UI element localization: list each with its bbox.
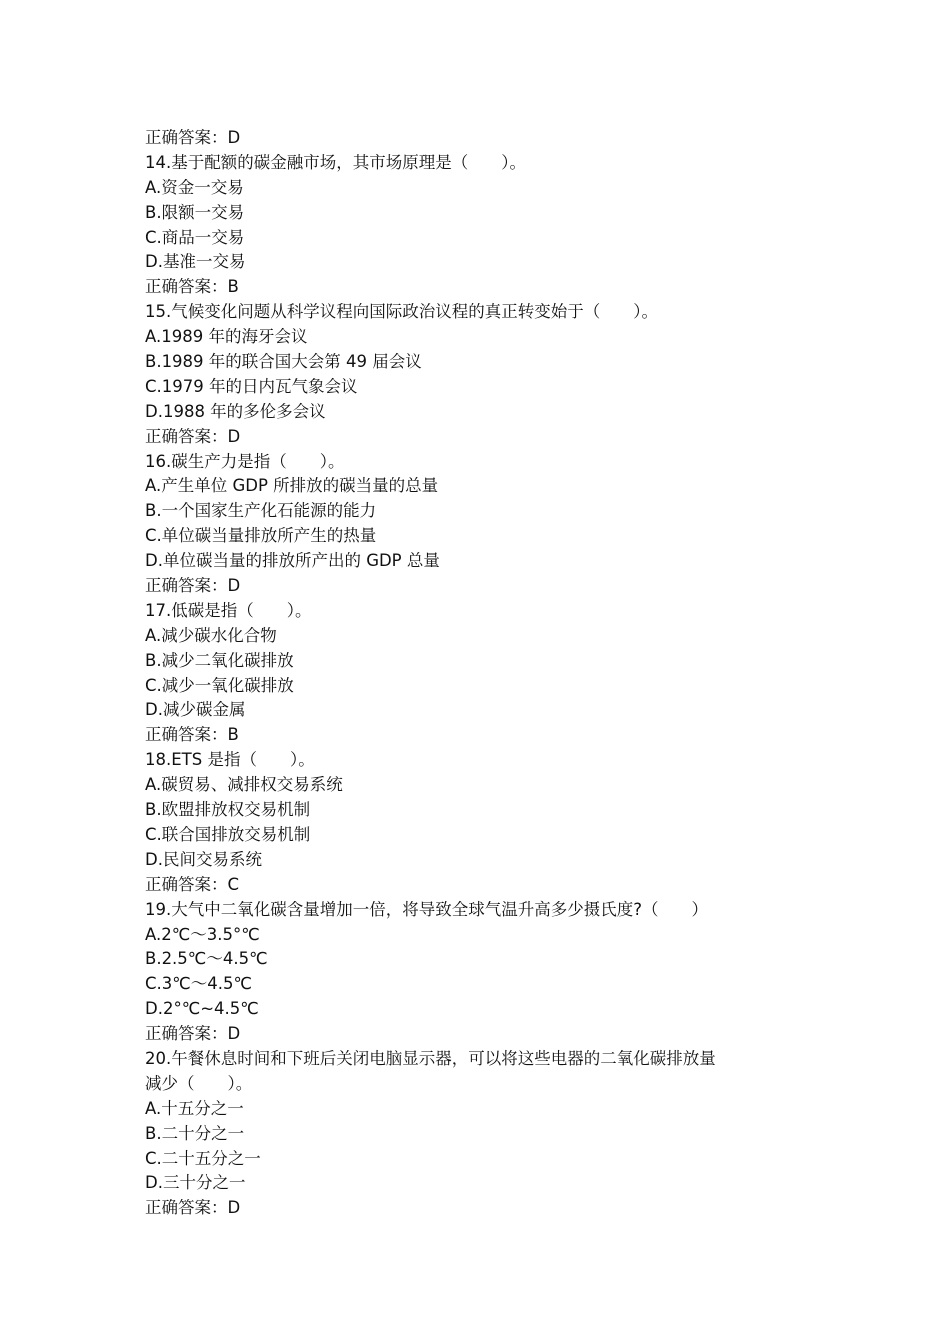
question-list	[145, 126, 815, 1221]
option-line: A.减少碳水化合物	[145, 625, 277, 645]
question-20-continued: 减少（ ）。	[145, 1073, 253, 1093]
option-line: A.产生单位 GDP 所排放的碳当量的总量	[145, 476, 439, 496]
option-line: D.单位碳当量的排放所产出的 GDP 总量	[145, 551, 440, 571]
question-15: 15.气候变化问题从科学议程向国际政治议程的真正转变始于（ ）。	[145, 302, 658, 322]
option-line: D.减少碳金属	[145, 700, 246, 720]
option-line: C.联合国排放交易机制	[145, 824, 311, 844]
option-line: A.1989 年的海牙会议	[145, 327, 308, 347]
option-line: D.民间交易系统	[145, 849, 262, 869]
option-line: A.2℃～3.5°℃	[145, 924, 260, 944]
option-line: D.基准一交易	[145, 252, 246, 272]
option-line: B.二十分之一	[145, 1123, 245, 1143]
option-line: C.二十五分之一	[145, 1148, 261, 1168]
option-line: C.商品一交易	[145, 227, 245, 247]
answer-line: 正确答案：D	[145, 1198, 241, 1218]
option-line: A.碳贸易、减排权交易系统	[145, 775, 343, 795]
answer-line: 正确答案：D	[145, 128, 241, 147]
question-20: 20.午餐休息时间和下班后关闭电脑显示器，可以将这些电器的二氧化碳排放量	[145, 1048, 716, 1068]
option-line: C.单位碳当量排放所产生的热量	[145, 526, 377, 546]
answer-line: 正确答案：D	[145, 576, 241, 596]
option-line: C.减少一氧化碳排放	[145, 675, 294, 695]
option-line: A.资金一交易	[145, 177, 244, 197]
option-line: B.限额一交易	[145, 202, 245, 222]
answer-line: 正确答案：C	[145, 874, 240, 894]
question-14: 14.基于配额的碳金融市场，其市场原理是（ ）。	[145, 152, 526, 172]
option-line: D.三十分之一	[145, 1173, 246, 1193]
option-line: D.1988 年的多伦多会议	[145, 401, 326, 421]
answer-line: 正确答案：B	[145, 277, 239, 297]
option-line: C.1979 年的日内瓦气象会议	[145, 376, 358, 396]
question-18: 18.ETS 是指（ ）。	[145, 750, 315, 770]
answer-line: 正确答案：D	[145, 426, 241, 446]
option-line: B.欧盟排放权交易机制	[145, 800, 311, 820]
option-line: B.一个国家生产化石能源的能力	[145, 501, 377, 521]
option-line: C.3℃～4.5℃	[145, 974, 253, 994]
question-16: 16.碳生产力是指（ ）。	[145, 451, 345, 471]
answer-line: 正确答案：B	[145, 725, 239, 745]
question-17: 17.低碳是指（ ）。	[145, 600, 312, 620]
option-line: B.1989 年的联合国大会第 49 届会议	[145, 352, 422, 372]
option-line: B.减少二氧化碳排放	[145, 650, 294, 670]
option-line: A.十五分之一	[145, 1098, 244, 1118]
option-line: B.2.5℃～4.5℃	[145, 949, 268, 969]
question-19: 19.大气中二氧化碳含量增加一倍，将导致全球气温升高多少摄氏度?（ ）	[145, 899, 708, 919]
answer-line: 正确答案：D	[145, 1024, 241, 1044]
option-line: D.2°℃~4.5℃	[145, 999, 259, 1019]
